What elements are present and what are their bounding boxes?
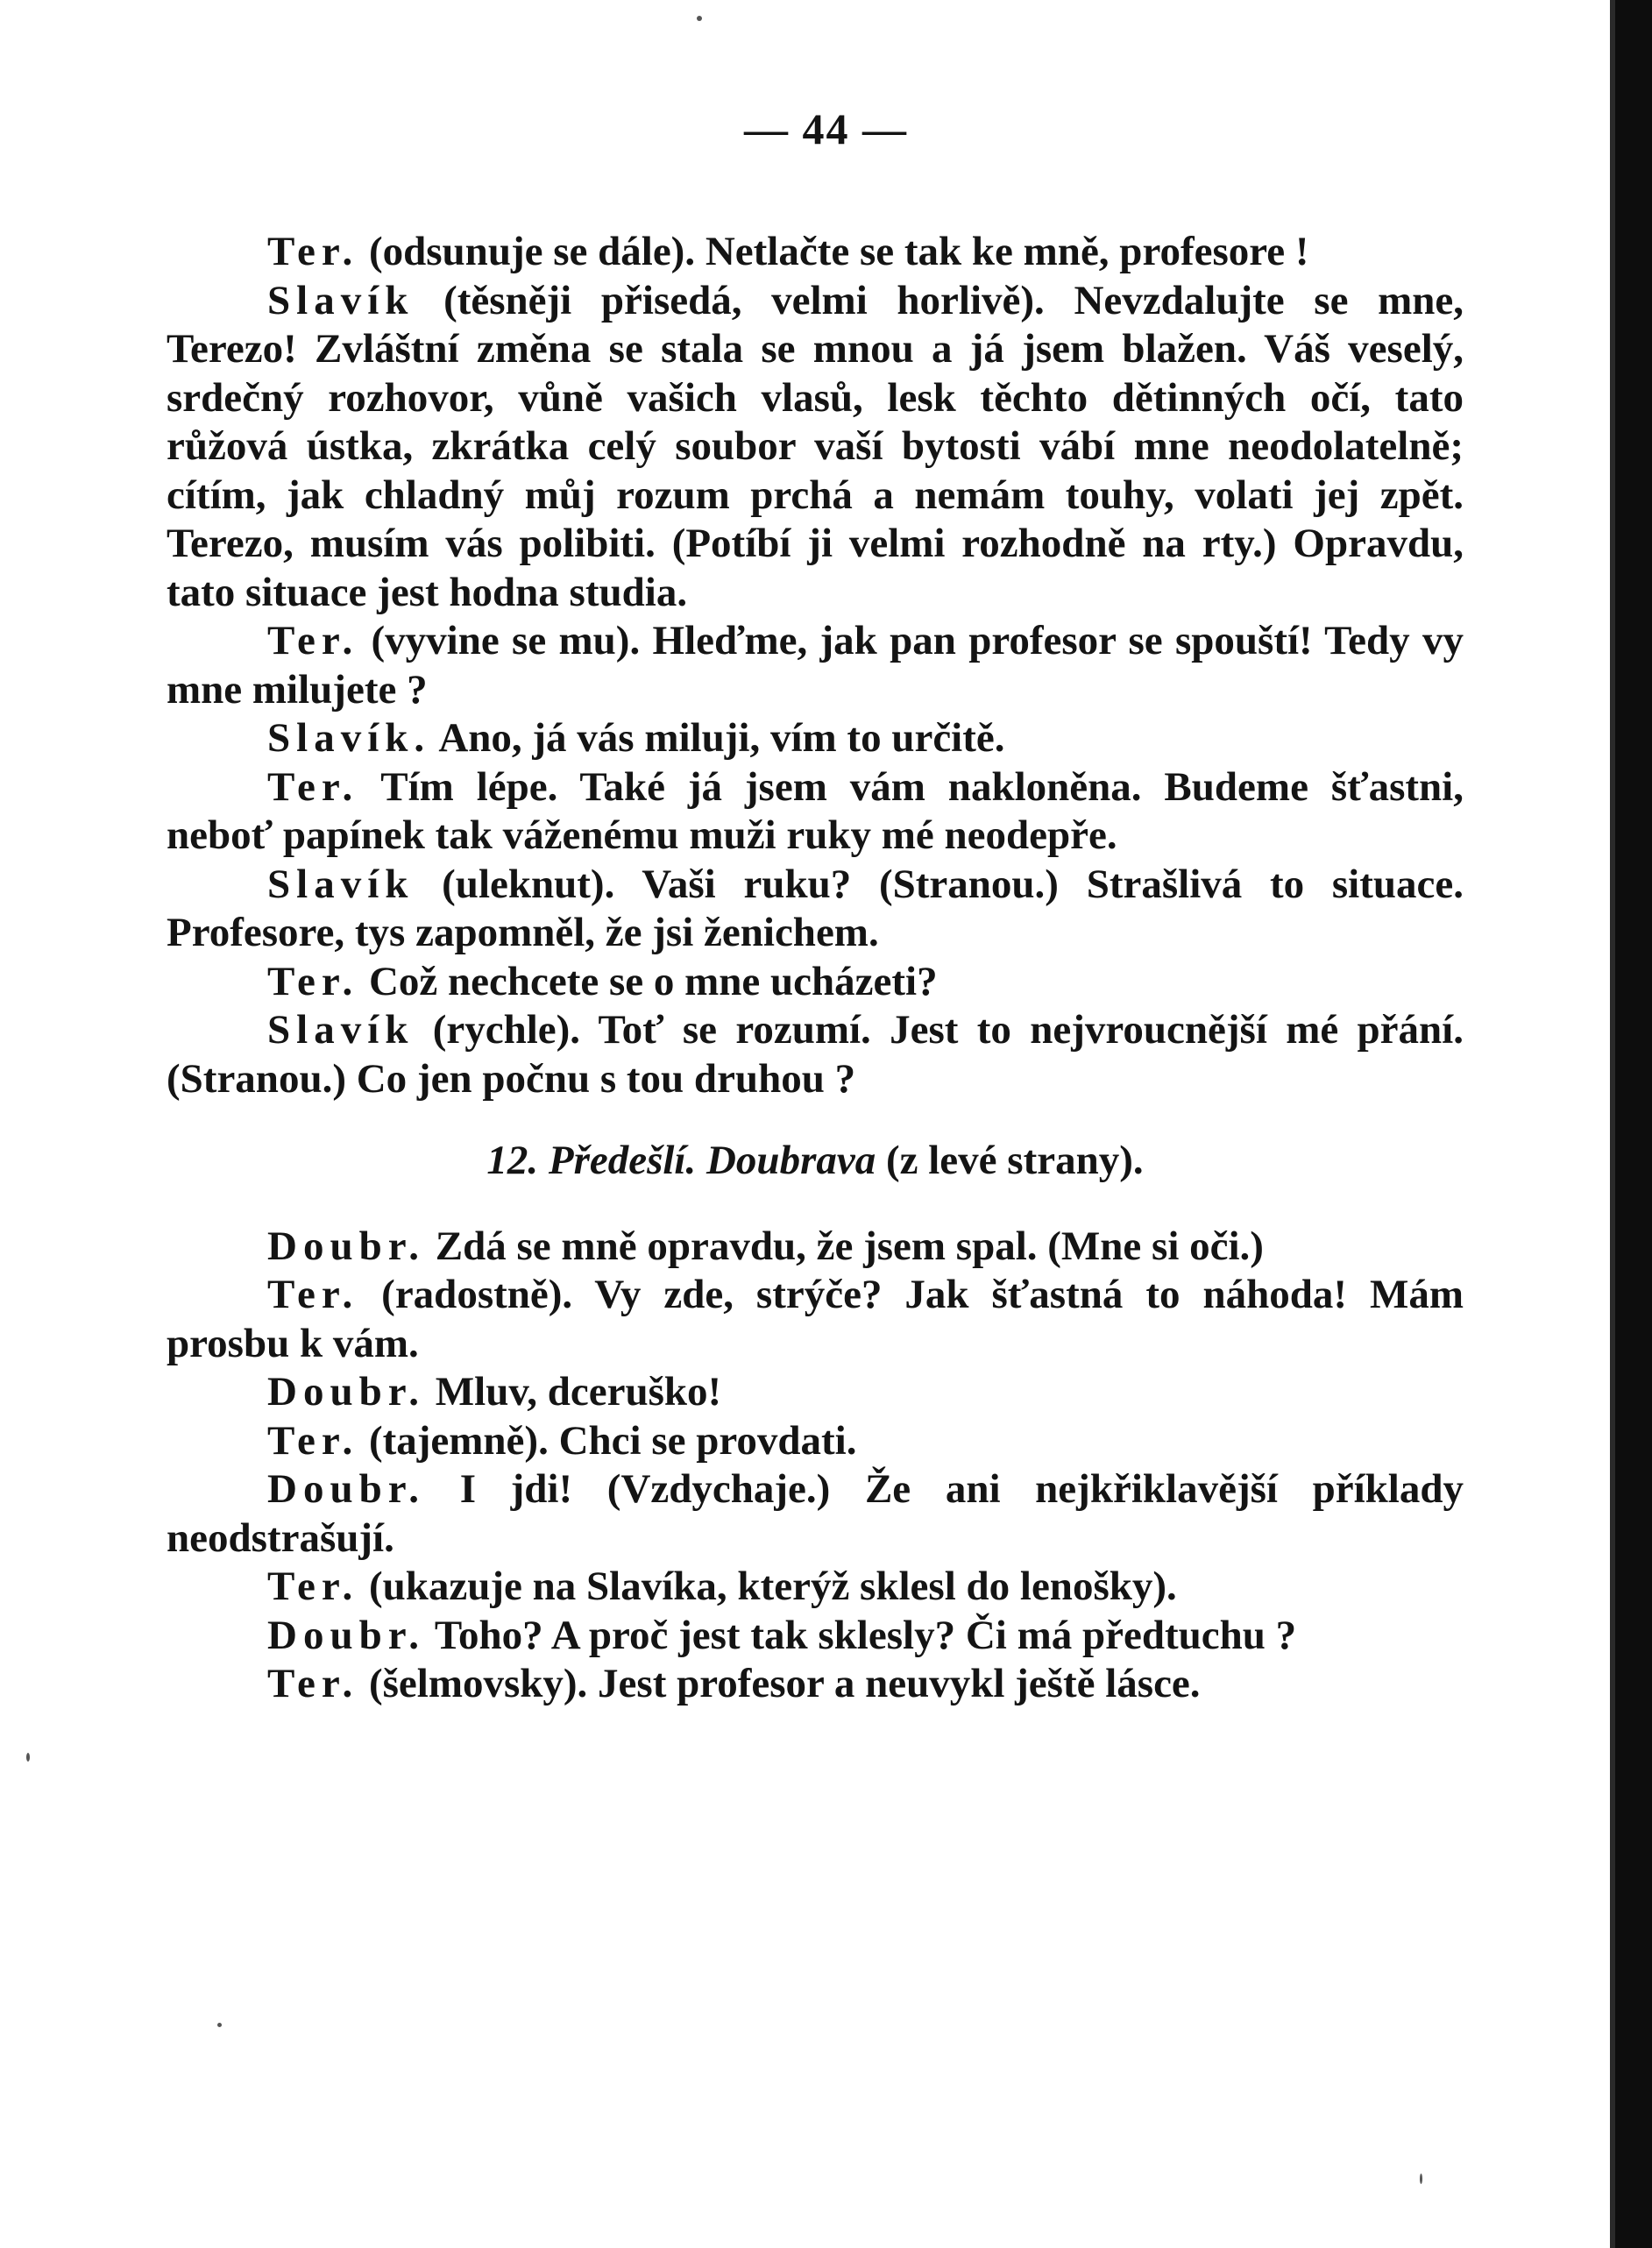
speaker-name: Doubr. (267, 1612, 426, 1658)
speaker-name: Slavík (267, 277, 415, 323)
dialogue-line (167, 1612, 1464, 1661)
speaker-name: Ter. (267, 763, 359, 810)
dialogue-line (167, 1417, 1464, 1466)
dialogue-line (167, 861, 1464, 958)
speaker-name: Doubr. (267, 1466, 426, 1512)
dialogue-text: Toho? A proč jest tak sklesly? Či má předtuchu ? (425, 1612, 1297, 1658)
dialogue-text: Tím lépe. Také já jsem vám nakloněna. Budeme šťastni, neboť papínek tak váženému muži ruky mé neodepře. (167, 763, 1464, 858)
speaker-name: Ter. (267, 229, 359, 274)
dialogue-line (167, 1563, 1464, 1612)
speaker-name: Ter. (267, 618, 359, 663)
dialogue-text: (tajemně). Chci se provdati. (358, 1417, 857, 1464)
dialogue-line (167, 1660, 1464, 1709)
dialogue-text: (vyvine se mu). Hleďme, jak pan profesor se spouští! Tedy vy mne milujete ? (167, 618, 1464, 713)
page-number: — 44 — (744, 104, 908, 153)
dialogue-line (167, 1465, 1464, 1563)
dialogue-text: Zdá se mně opravdu, že jsem spal. (Mne si oči.) (425, 1223, 1264, 1269)
speaker-name: Doubr. (267, 1223, 426, 1269)
dialogue-line (167, 714, 1464, 763)
dialogue-text: (odsunuje se dále). Netlačte se tak ke mně, profesore ! (358, 229, 1309, 274)
print-speck (217, 2023, 222, 2027)
speaker-name: Ter. (267, 958, 359, 1004)
scene-number: 12. (486, 1138, 539, 1183)
speaker-name: Slavík (267, 861, 415, 907)
speaker-name: Ter. (267, 1417, 359, 1464)
dialogue-text: Ano, já vás miluji, vím to určitě. (430, 715, 1005, 761)
dialogue-line (167, 617, 1464, 714)
dialogue-line (167, 1368, 1464, 1417)
scene-title: Předešlí. Doubrava (548, 1138, 876, 1183)
dialogue-text: Mluv, dceruško! (425, 1369, 722, 1415)
dialogue-line (167, 1223, 1464, 1272)
dialogue-line (167, 763, 1464, 861)
dialogue-line (167, 1271, 1464, 1368)
dialogue-line (167, 1006, 1464, 1103)
speaker-name: Ter. (267, 1661, 359, 1706)
dialogue-text: (rychle). Toť se rozumí. Jest to nejvroucnější mé přání. (Stranou.) Co jen počnu s tou druhou ? (167, 1007, 1464, 1102)
scene-stage-note: (z levé strany). (876, 1138, 1144, 1183)
dialogue-text: (šelmovsky). Jest profesor a neuvykl ještě lásce. (358, 1661, 1201, 1706)
print-speck (697, 16, 702, 21)
speaker-name: Slavík. (267, 715, 431, 761)
dialogue-text: (radostně). Vy zde, strýče? Jak šťastná to náhoda! Mám prosbu k vám. (167, 1272, 1464, 1366)
dialogue-text: Což nechcete se o mne ucházeti? (358, 958, 938, 1004)
dialogue-line (167, 958, 1464, 1007)
dialogue-text: (ukazuje na Slavíka, kterýž sklesl do lenošky). (358, 1564, 1177, 1609)
dialogue-line (167, 228, 1464, 277)
scan-border (1615, 0, 1652, 2248)
dialogue-line (167, 277, 1464, 618)
scene-heading (167, 1137, 1464, 1186)
print-speck (26, 1753, 30, 1762)
dialogue-text: I jdi! (Vzdychaje.) Že ani nejkřiklavější příklady neodstrašují. (167, 1466, 1464, 1561)
speaker-name: Doubr. (267, 1369, 426, 1415)
play-text (167, 228, 1464, 1709)
speaker-name: Ter. (267, 1272, 359, 1317)
print-speck (1420, 2174, 1422, 2184)
dialogue-text: (uleknut). Vaši ruku? (Stranou.) Strašlivá to situace. Profesore, tys zapomněl, že jsi ženichem. (167, 861, 1464, 955)
dialogue-text: (těsněji přisedá, velmi horlivě). Nevzdalujte se mne, Terezo! Zvláštní změna se stala se mnou a já jsem blažen. Váš veselý, srdečný rozhovor, vůně vašich vlasů, lesk těchto dětinných očí, tato růžová ústka, zkrátka celý soubor vaší bytosti vábí mne neodolatelně; cítím, jak chladný můj rozum prchá a nemám touhy, volati jej zpět. Terezo, musím vás polibiti. (Potíbí ji velmi rozhodně na rty.) Opravdu, tato situace jest hodna studia. (167, 277, 1464, 615)
speaker-name: Ter. (267, 1564, 359, 1609)
speaker-name: Slavík (267, 1007, 415, 1053)
